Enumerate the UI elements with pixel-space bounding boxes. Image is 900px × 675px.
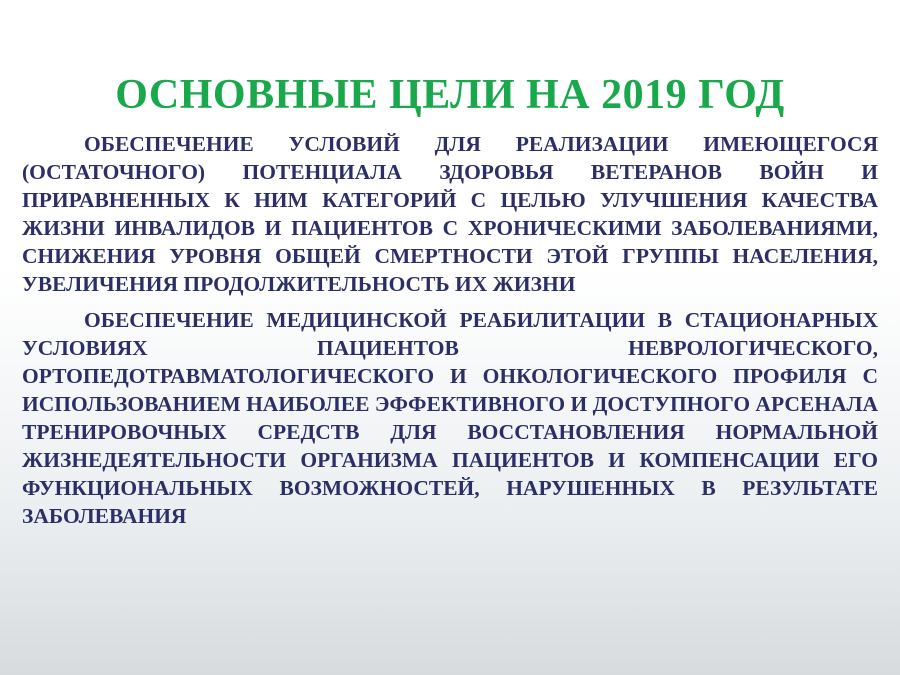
goal-paragraph-2: ОБЕСПЕЧЕНИЕ МЕДИЦИНСКОЙ РЕАБИЛИТАЦИИ В СТАЦИОНАРНЫХ УСЛОВИЯХ ПАЦИЕНТОВ НЕВРОЛОГИЧЕСКОГО, ОРТОПЕДОТРАВМАТОЛОГИЧЕСКОГО И ОНКОЛОГИЧЕСКОГО ПРОФИЛЯ С ИСПОЛЬЗОВАНИЕМ НАИБОЛЕЕ ЭФФЕКТИВНОГО И ДОСТУПНОГО АРСЕНАЛА ТРЕНИРОВОЧНЫХ СРЕДСТВ ДЛЯ ВОССТАНОВЛЕНИЯ НОРМАЛЬНОЙ ЖИЗНЕДЕЯТЕЛЬНОСТИ ОРГАНИЗМА ПАЦИЕНТОВ И КОМПЕНСАЦИИ ЕГО ФУНКЦИОНАЛЬНЫХ ВОЗМОЖНОСТЕЙ, НАРУШЕННЫХ В РЕЗУЛЬТАТЕ ЗАБОЛЕВАНИЯ bbox=[22, 308, 879, 528]
goal-paragraph-1: ОБЕСПЕЧЕНИЕ УСЛОВИЙ ДЛЯ РЕАЛИЗАЦИИ ИМЕЮЩЕГОСЯ (ОСТАТОЧНОГО) ПОТЕНЦИАЛА ЗДОРОВЬЯ ВЕТЕРАНОВ ВОЙН И ПРИРАВНЕННЫХ К НИМ КАТЕГОРИЙ С ЦЕЛЬЮ УЛУЧШЕНИЯ КАЧЕСТВА ЖИЗНИ ИНВАЛИДОВ И ПАЦИЕНТОВ С ХРОНИЧЕСКИМИ ЗАБОЛЕВАНИЯМИ, СНИЖЕНИЯ УРОВНЯ ОБЩЕЙ СМЕРТНОСТИ ЭТОЙ ГРУППЫ НАСЕЛЕНИЯ, УВЕЛИЧЕНИЯ ПРОДОЛЖИТЕЛЬНОСТЬ ИХ ЖИЗНИ bbox=[22, 132, 878, 296]
slide-title: ОСНОВНЫЕ ЦЕЛИ НА 2019 ГОД bbox=[115, 72, 785, 119]
slide-body bbox=[22, 130, 878, 530]
